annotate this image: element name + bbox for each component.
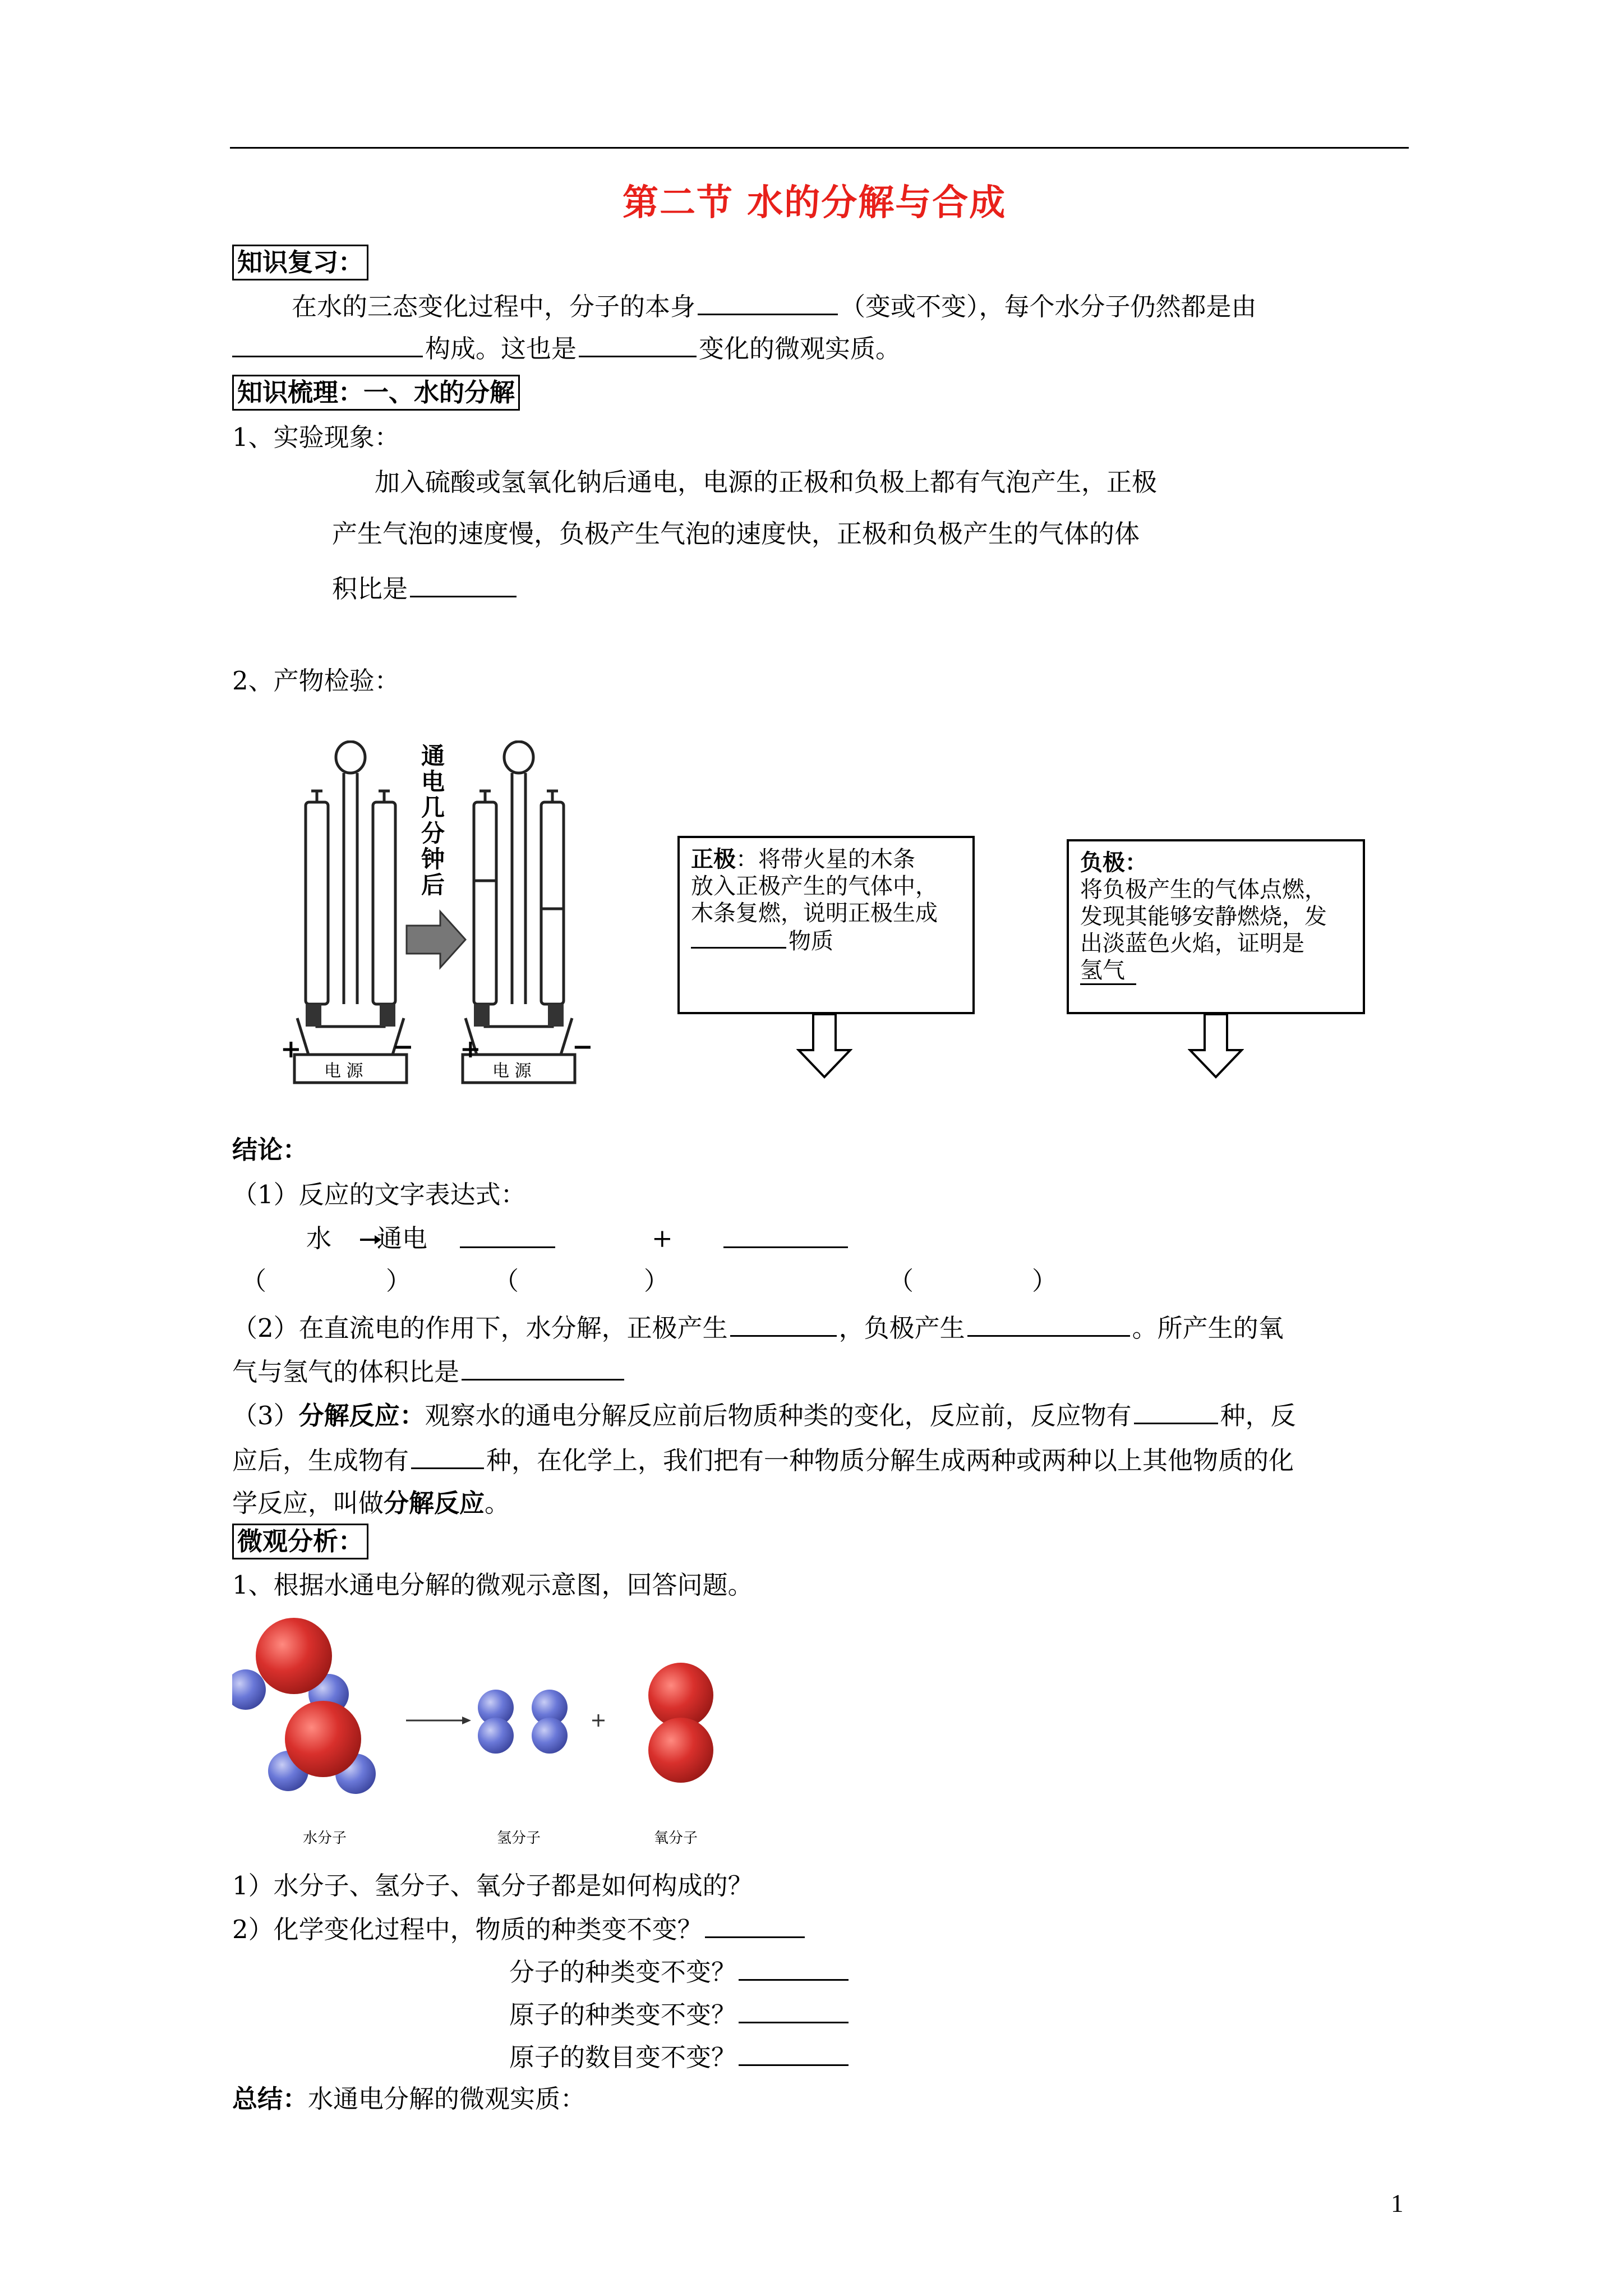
micro-item-1: 1、根据水通电分解的微观示意图，回答问题。 [232,1570,753,1600]
micro-q4: 原子的种类变不变？ [509,1997,851,2032]
vertical-label-after-minutes: 通 电 几 分 钟 后 [421,742,445,899]
down-arrow-negative [1188,1013,1244,1079]
section-label-decomposition: 知识梳理：一、水的分解 [232,375,520,411]
equation-blank-product-1 [460,1246,555,1248]
power-label-left: 电 源 [324,1061,363,1081]
equation-water: 水 [306,1223,332,1253]
down-arrow-positive [796,1013,852,1079]
paren-close-3: ） [1032,1266,1058,1296]
header-rule [230,147,1409,149]
equation-blank-product-2 [723,1246,848,1248]
phenomenon-para-2: 产生气泡的速度慢，负极产生气泡的速度快，正极和负极产生的气体的体 [332,519,1140,549]
conclusion-q3-line1: （3）分解反应：观察水的通电分解反应前后物质种类的变化，反应前，反应物有 种，反 [232,1398,1296,1433]
paren-close-1: ） [386,1266,412,1296]
paren-open-2: （ [494,1266,519,1296]
page-number: 1 [1391,2189,1404,2217]
micro-q1: 1）水分子、氢分子、氧分子都是如何构成的？ [232,1871,753,1901]
review-line-1: 在水的三态变化过程中，分子的本身 （变或不变），每个水分子仍然都是由 [292,289,1257,324]
section-label-micro: 微观分析： [232,1524,368,1559]
paren-open-3: （ [888,1266,914,1296]
power-label-right: 电 源 [492,1061,532,1081]
conclusion-q2-line1: （2）在直流电的作用下，水分解，正极产生 ，负极产生 。所产生的氧 [232,1310,1284,1345]
conclusion-q3-line2: 应后，生成物有 种，在化学上，我们把有一种物质分解生成两种或两种以上其他物质的化 [232,1443,1294,1478]
conclusion-q3-line3: 学反应，叫做分解反应。 [232,1488,510,1518]
equation-plus: + [652,1223,673,1253]
minus-sign-left: − [393,1032,414,1061]
water-decomposition-molecule-figure [232,1611,720,1852]
caption-water-molecule: 水分子 [303,1830,347,1847]
summary-line: 总结：水通电分解的微观实质： [232,2084,586,2114]
page-title: 第二节 水的分解与合成 [623,182,1007,224]
caption-oxygen-molecule: 氧分子 [654,1830,698,1847]
conclusion-label: 结论： [232,1135,308,1165]
plus-sign-right: + [460,1034,481,1064]
section-label-review: 知识复习： [232,245,368,280]
paren-close-2: ） [644,1266,670,1296]
phenomenon-para-3: 积比是 [332,571,519,606]
phenomenon-para-1: 加入硫酸或氢氧化钠后通电，电源的正极和负极上都有气泡产生，正极 [375,467,1158,497]
conclusion-q2-line2: 气与氢气的体积比是 [232,1354,626,1389]
minus-sign-right: − [572,1032,593,1061]
item-experiment-phenomenon: 1、实验现象： [232,422,400,452]
electrolysis-apparatus-figure [278,740,687,1094]
paren-open-1: （ [241,1266,267,1296]
micro-q2: 2）化学变化过程中，物质的种类变不变？ [232,1912,807,1947]
equation-condition: 通电 [377,1223,428,1253]
micro-q5: 原子的数目变不变？ [509,2040,851,2074]
micro-q3: 分子的种类变不变？ [509,1954,851,1989]
plus-sign-left: + [280,1034,302,1064]
positive-electrode-box: 正极：将带火星的木条 放入正极产生的气体中， 木条复燃，说明正极生成 物质 [677,836,975,1014]
negative-electrode-box: 负极： 将负极产生的气体点燃， 发现其能够安静燃烧，发 出淡蓝色火焰，证明是 氢气 [1067,839,1365,1014]
review-line-2: 构成。这也是 变化的微观实质。 [232,331,901,366]
conclusion-q1: （1）反应的文字表达式： [232,1180,526,1209]
item-product-test: 2、产物检验： [232,666,400,696]
caption-hydrogen-molecule: 氢分子 [497,1830,541,1847]
